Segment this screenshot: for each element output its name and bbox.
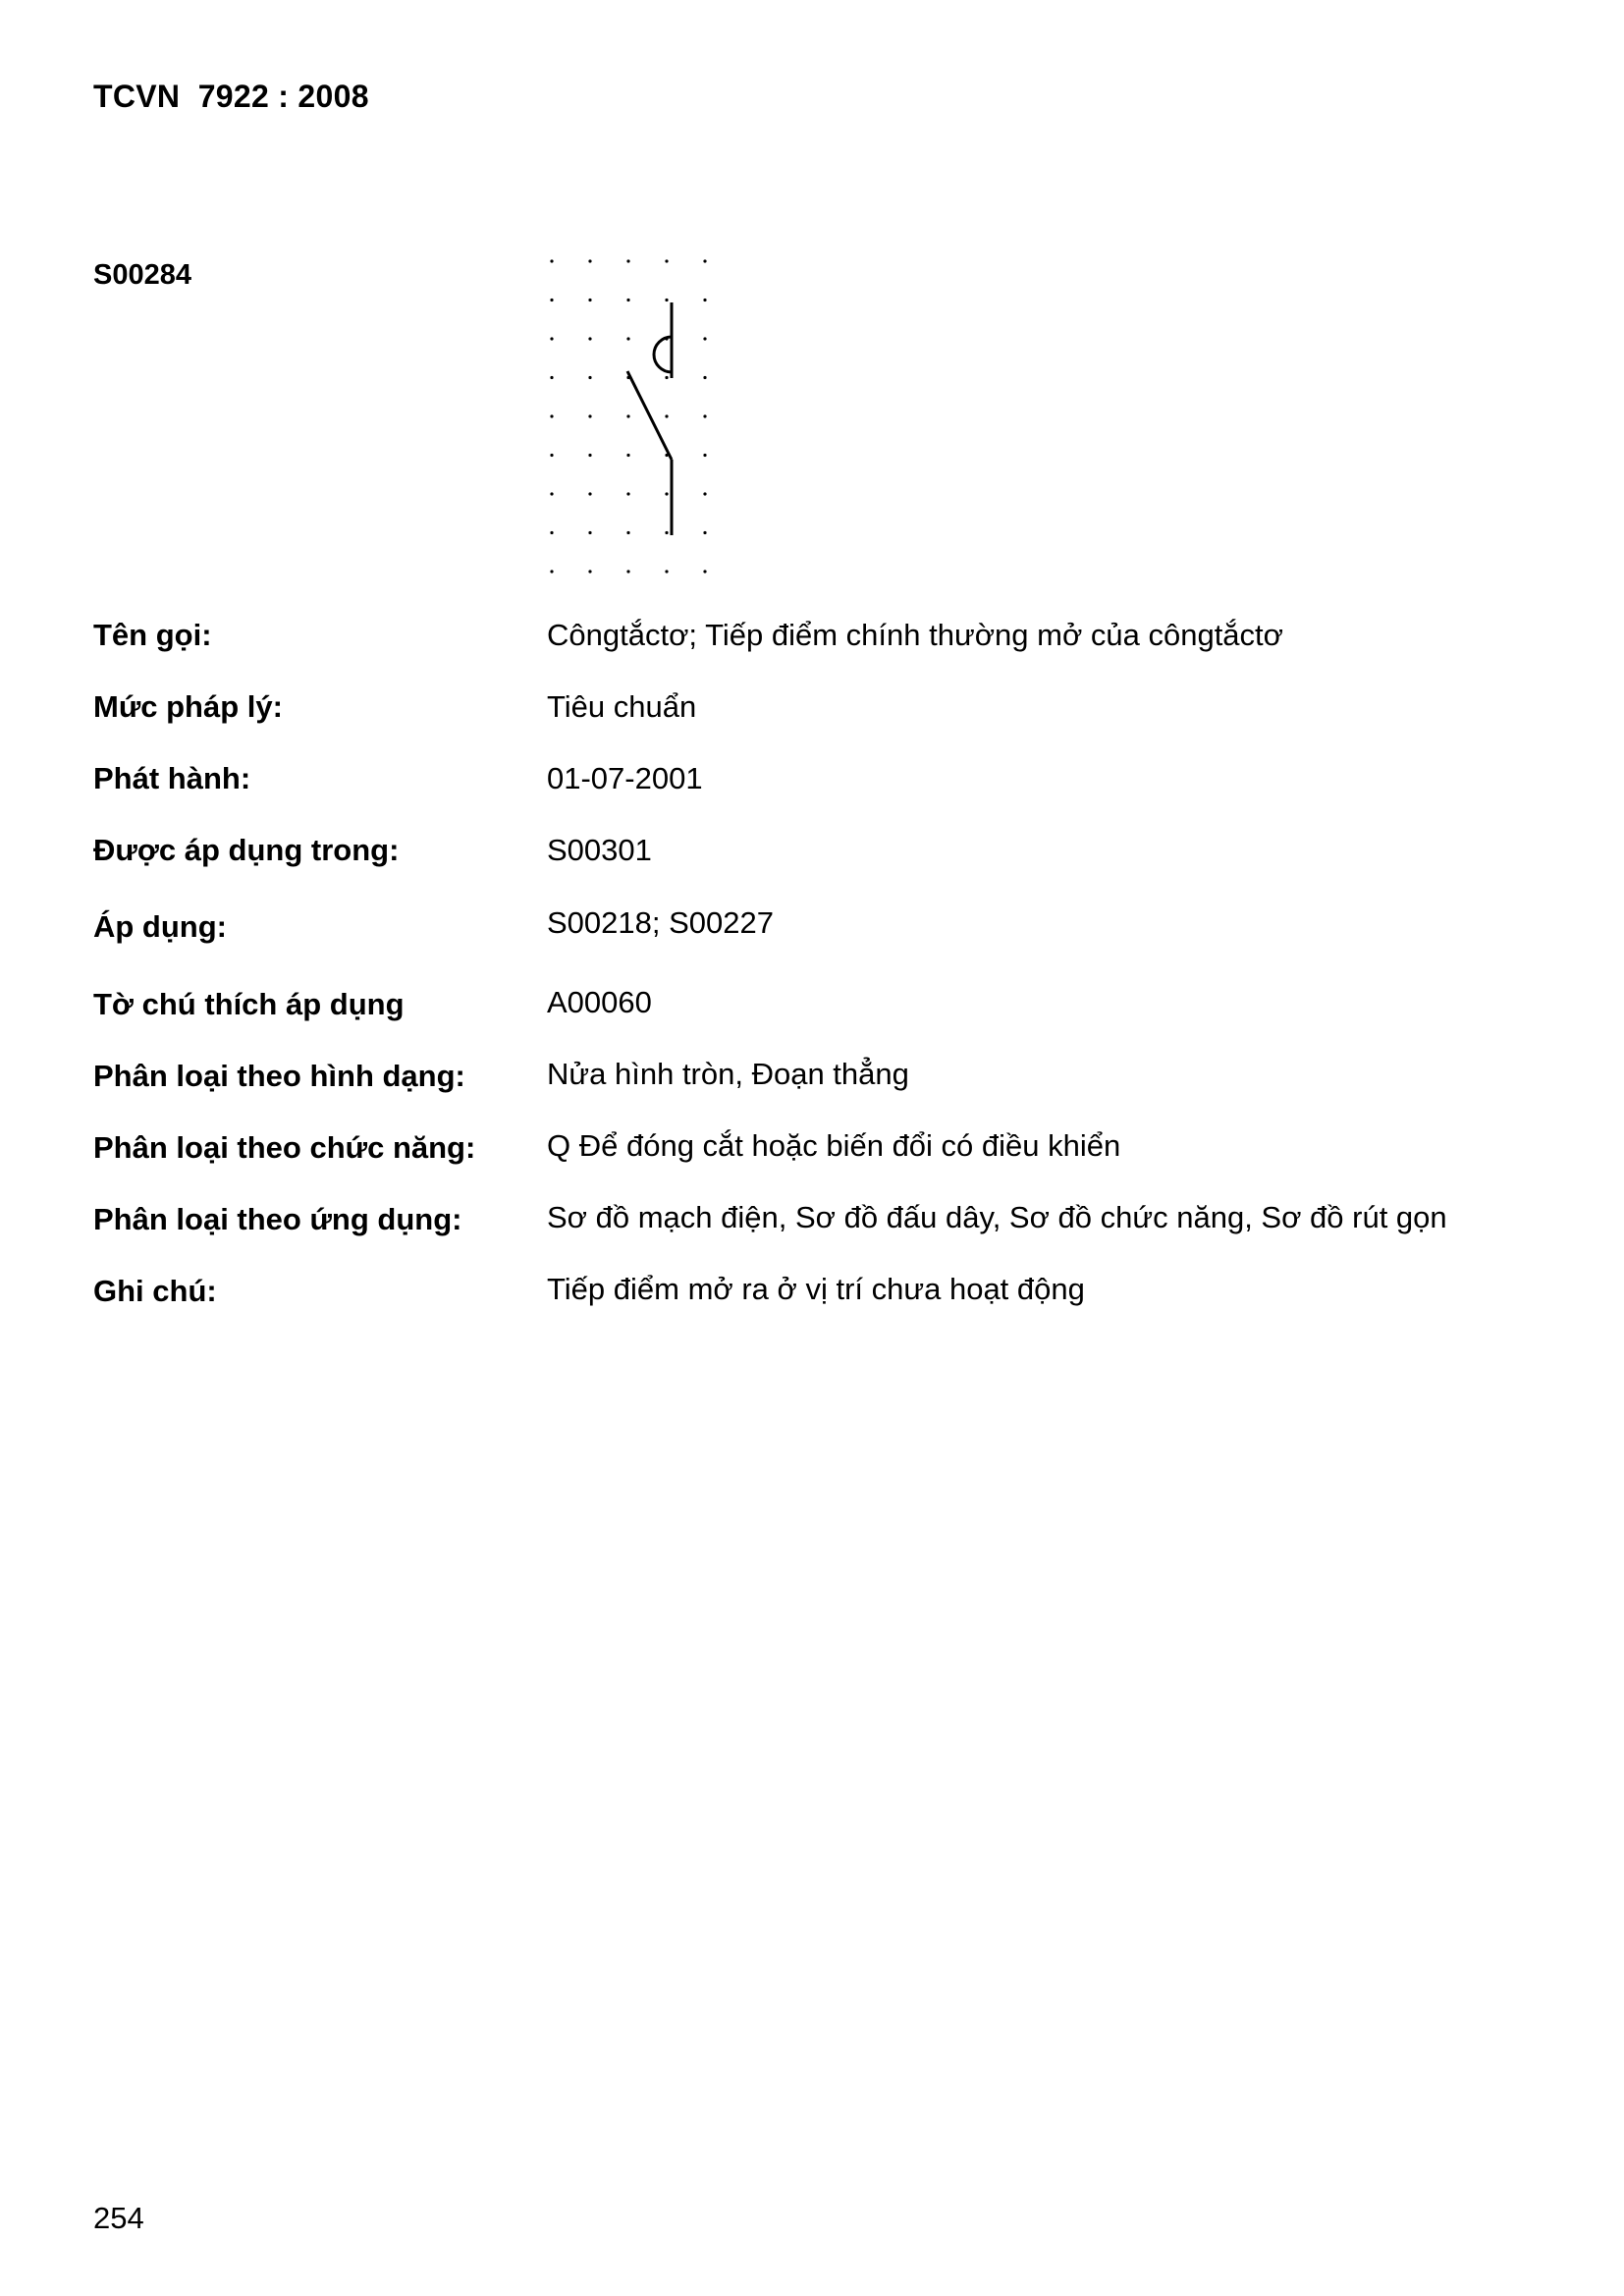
property-label: Tờ chú thích áp dụng [93,987,405,1021]
grid-dot [626,531,629,534]
grid-dot [550,570,553,573]
grid-dot [588,454,591,457]
grid-dot [665,531,668,534]
property-label: Tên gọi: [93,618,212,652]
grid-dot [550,299,553,301]
grid-dot [550,492,553,495]
grid-dot [550,259,553,262]
symbol-grid [550,259,706,573]
grid-dot [550,414,553,417]
document-header: TCVN 7922 : 2008 [93,79,369,114]
property-label: Phân loại theo ứng dụng: [93,1202,462,1236]
grid-dot [626,259,629,262]
contactor-semicircle [654,337,672,372]
property-value: Côngtắctơ; Tiếp điểm chính thường mở của côngtắctơ [547,618,1283,652]
grid-dot [588,531,591,534]
property-label: Phát hành: [93,761,251,795]
grid-dot [626,570,629,573]
grid-dot [665,414,668,417]
grid-dot [626,454,629,457]
property-label: Được áp dụng trong: [93,833,400,867]
property-value: A00060 [547,985,652,1019]
property-value: 01-07-2001 [547,761,703,795]
property-label: Phân loại theo chức năng: [93,1130,476,1165]
grid-dot [550,531,553,534]
grid-dot [588,337,591,340]
symbol-code: S00284 [93,259,191,291]
property-value: S00301 [547,833,652,867]
property-label: Áp dụng: [93,909,228,944]
grid-dot [550,376,553,379]
moving-contact-line [627,371,672,460]
grid-dot [665,299,668,301]
grid-dot [665,570,668,573]
grid-dot [550,454,553,457]
grid-dot [703,259,706,262]
grid-dot [588,492,591,495]
property-value: Nửa hình tròn, Đoạn thẳng [547,1057,909,1091]
property-value: Tiếp điểm mở ra ở vị trí chưa hoạt động [547,1272,1085,1306]
grid-dot [665,376,668,379]
grid-dot [703,337,706,340]
grid-dot [703,414,706,417]
page-number: 254 [93,2201,144,2235]
grid-dot [588,570,591,573]
grid-dot [588,376,591,379]
grid-dot [588,414,591,417]
property-value: Sơ đồ mạch điện, Sơ đồ đấu dây, Sơ đồ chức năng, Sơ đồ rút gọn [547,1200,1447,1234]
grid-dot [703,492,706,495]
property-value: Q Để đóng cắt hoặc biến đổi có điều khiển [547,1128,1121,1163]
contactor-symbol-icon [530,246,727,589]
grid-dot [703,531,706,534]
grid-dot [626,299,629,301]
grid-dot [703,454,706,457]
property-label: Phân loại theo hình dạng: [93,1059,465,1093]
property-label: Mức pháp lý: [93,689,283,724]
grid-dot [588,259,591,262]
grid-dot [550,337,553,340]
grid-dot [626,337,629,340]
grid-dot [703,299,706,301]
grid-dot [665,259,668,262]
grid-dot [665,492,668,495]
grid-dot [703,376,706,379]
grid-dot [588,299,591,301]
grid-dot [626,492,629,495]
property-value: S00218; S00227 [547,905,774,940]
property-label: Ghi chú: [93,1274,217,1308]
grid-dot [703,570,706,573]
grid-dot [626,414,629,417]
property-value: Tiêu chuẩn [547,689,697,724]
